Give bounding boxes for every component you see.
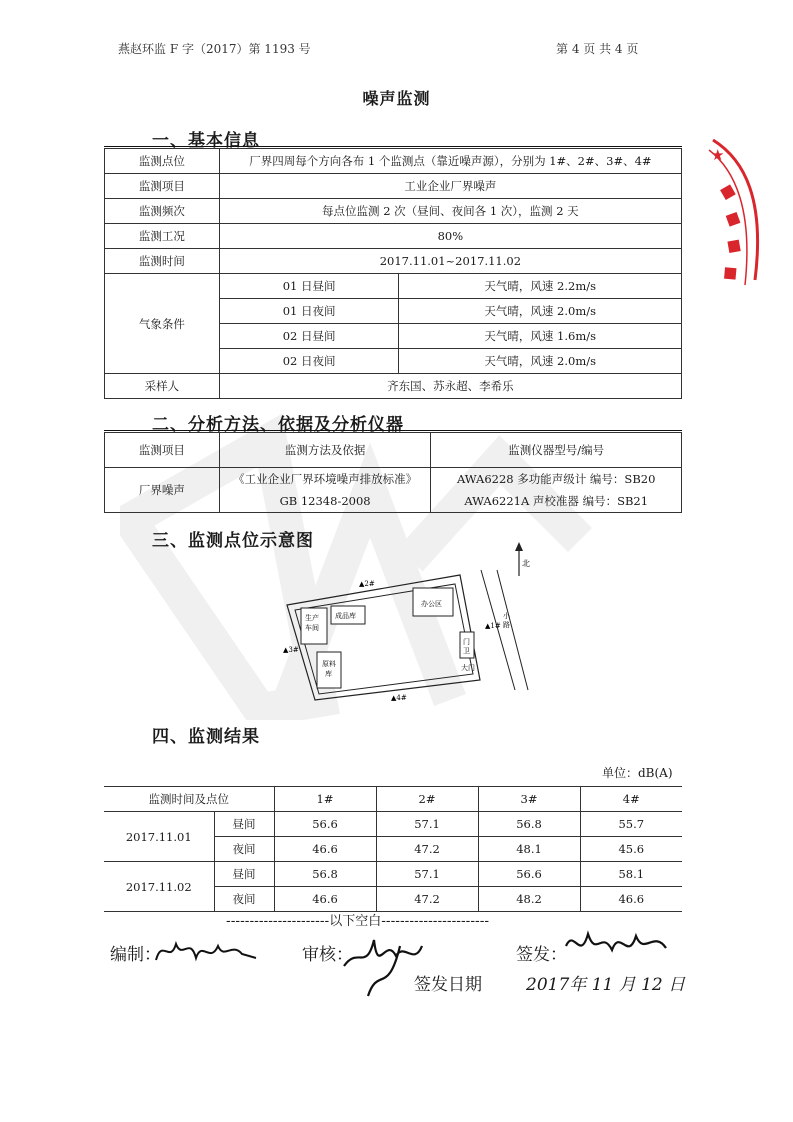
issuer-signature bbox=[562, 922, 672, 968]
weather-condition: 天气晴，风速 2.0m/s bbox=[399, 349, 682, 374]
row-value: 2017.11.01~2017.11.02 bbox=[219, 249, 681, 274]
svg-text:■: ■ bbox=[717, 181, 741, 203]
table-header-row bbox=[105, 433, 682, 468]
table-row bbox=[104, 862, 682, 887]
period-cell: 昼间 bbox=[214, 862, 274, 887]
weather-condition: 天气晴，风速 2.0m/s bbox=[399, 299, 682, 324]
issuer-label: 签发： bbox=[516, 945, 567, 965]
point-1-marker: ▲1# bbox=[485, 622, 501, 630]
column-header: 3# bbox=[478, 787, 580, 812]
editor-signature bbox=[152, 930, 262, 974]
method-code: GB 12348-2008 bbox=[219, 490, 431, 513]
weather-period: 02 日夜间 bbox=[219, 349, 399, 374]
row-label: 监测项目 bbox=[105, 174, 220, 199]
period-cell: 昼间 bbox=[214, 812, 274, 837]
weather-period: 01 日夜间 bbox=[219, 299, 399, 324]
svg-text:门卫: 门卫 bbox=[463, 638, 470, 655]
date-cell: 2017.11.02 bbox=[104, 862, 214, 912]
issue-date-label: 签发日期 bbox=[414, 975, 482, 995]
table-row bbox=[104, 812, 682, 837]
date-cell: 2017.11.01 bbox=[104, 812, 214, 862]
reviewer-label: 审核： bbox=[302, 945, 353, 965]
page-indicator: 第 4 页 共 4 页 bbox=[556, 42, 639, 56]
section-methods-title: 二、分析方法、依据及分析仪器 bbox=[152, 415, 404, 435]
instrument: AWA6228 多功能声级计 编号：SB20 bbox=[431, 468, 682, 491]
table-row bbox=[105, 174, 682, 199]
point-2-marker: ▲2# bbox=[359, 580, 375, 588]
svg-text:■: ■ bbox=[723, 209, 746, 229]
column-header: 监测方法及依据 bbox=[219, 433, 431, 468]
document-number: 燕赵环监 F 字（2017）第 1193 号 bbox=[118, 42, 311, 56]
table-row bbox=[105, 468, 682, 491]
column-header: 4# bbox=[580, 787, 682, 812]
weather-period: 01 日昼间 bbox=[219, 274, 399, 299]
north-label: 北 bbox=[522, 559, 530, 568]
weather-label: 气象条件 bbox=[105, 274, 220, 374]
svg-text:■: ■ bbox=[721, 265, 741, 282]
value-cell: 58.1 bbox=[580, 862, 682, 887]
svg-text:成品库: 成品库 bbox=[335, 612, 356, 620]
row-value: 工业企业厂界噪声 bbox=[219, 174, 681, 199]
table-row bbox=[105, 224, 682, 249]
method-standard: 《工业企业厂界环境噪声排放标准》 bbox=[219, 468, 431, 491]
method-item: 厂界噪声 bbox=[105, 468, 220, 513]
results-table bbox=[104, 786, 682, 912]
weather-condition: 天气晴，风速 1.6m/s bbox=[399, 324, 682, 349]
road-label: 小路 bbox=[503, 612, 510, 629]
gate-label: 大门 bbox=[461, 664, 475, 672]
svg-text:■: ■ bbox=[725, 237, 746, 255]
methods-table bbox=[104, 432, 682, 513]
page-title: 噪声监测 bbox=[362, 89, 431, 108]
value-cell: 56.6 bbox=[478, 862, 580, 887]
section-basic-info-title: 一、基本信息 bbox=[152, 131, 260, 151]
row-value: 80% bbox=[219, 224, 681, 249]
row-label: 监测时间 bbox=[105, 249, 220, 274]
table-row bbox=[105, 149, 682, 174]
row-value: 每点位监测 2 次（昼间、夜间各 1 次），监测 2 天 bbox=[219, 199, 681, 224]
instrument: AWA6221A 声校准器 编号：SB21 bbox=[431, 490, 682, 513]
row-value: 厂界四周每个方向各布 1 个监测点（靠近噪声源），分别为 1#、2#、3#、4# bbox=[219, 149, 681, 174]
table-header-row bbox=[104, 787, 682, 812]
divider bbox=[104, 146, 682, 147]
svg-text:办公区: 办公区 bbox=[421, 600, 442, 608]
value-cell: 48.2 bbox=[478, 887, 580, 912]
column-header: 监测仪器型号/编号 bbox=[431, 433, 682, 468]
row-label: 监测工况 bbox=[105, 224, 220, 249]
editor-label: 编制： bbox=[110, 945, 161, 965]
official-seal bbox=[705, 130, 775, 295]
table-row bbox=[105, 249, 682, 274]
blank-below-line: ----------------------以下空白----------------------- bbox=[226, 914, 490, 929]
monitoring-site-map bbox=[275, 540, 545, 710]
value-cell: 47.2 bbox=[376, 837, 478, 862]
point-4-marker: ▲4# bbox=[391, 694, 407, 702]
period-cell: 夜间 bbox=[214, 837, 274, 862]
column-header: 监测项目 bbox=[105, 433, 220, 468]
sampler-names: 齐东国、苏永超、李希乐 bbox=[219, 374, 681, 399]
value-cell: 46.6 bbox=[274, 837, 376, 862]
issue-date: 2017年 11 月 12 日 bbox=[526, 975, 686, 995]
section-results-title: 四、监测结果 bbox=[152, 727, 260, 747]
row-label: 监测点位 bbox=[105, 149, 220, 174]
divider bbox=[104, 430, 682, 431]
column-header: 2# bbox=[376, 787, 478, 812]
value-cell: 46.6 bbox=[580, 887, 682, 912]
row-label: 采样人 bbox=[105, 374, 220, 399]
table-row bbox=[105, 274, 682, 299]
svg-text:★: ★ bbox=[711, 146, 725, 164]
value-cell: 57.1 bbox=[376, 862, 478, 887]
value-cell: 56.8 bbox=[274, 862, 376, 887]
point-3-marker: ▲3# bbox=[283, 646, 299, 654]
value-cell: 47.2 bbox=[376, 887, 478, 912]
svg-text:原料库: 原料库 bbox=[322, 660, 336, 678]
table-row bbox=[105, 374, 682, 399]
unit-label: 单位：dB(A) bbox=[602, 766, 673, 780]
value-cell: 56.6 bbox=[274, 812, 376, 837]
table-row bbox=[105, 199, 682, 224]
row-label: 监测频次 bbox=[105, 199, 220, 224]
value-cell: 46.6 bbox=[274, 887, 376, 912]
svg-text:生产车间: 生产车间 bbox=[305, 614, 319, 632]
column-header: 1# bbox=[274, 787, 376, 812]
value-cell: 56.8 bbox=[478, 812, 580, 837]
value-cell: 48.1 bbox=[478, 837, 580, 862]
value-cell: 57.1 bbox=[376, 812, 478, 837]
section-map-title: 三、监测点位示意图 bbox=[152, 531, 314, 551]
weather-condition: 天气晴，风速 2.2m/s bbox=[399, 274, 682, 299]
value-cell: 55.7 bbox=[580, 812, 682, 837]
basic-info-table bbox=[104, 148, 682, 399]
weather-period: 02 日昼间 bbox=[219, 324, 399, 349]
column-header: 监测时间及点位 bbox=[104, 787, 274, 812]
period-cell: 夜间 bbox=[214, 887, 274, 912]
value-cell: 45.6 bbox=[580, 837, 682, 862]
